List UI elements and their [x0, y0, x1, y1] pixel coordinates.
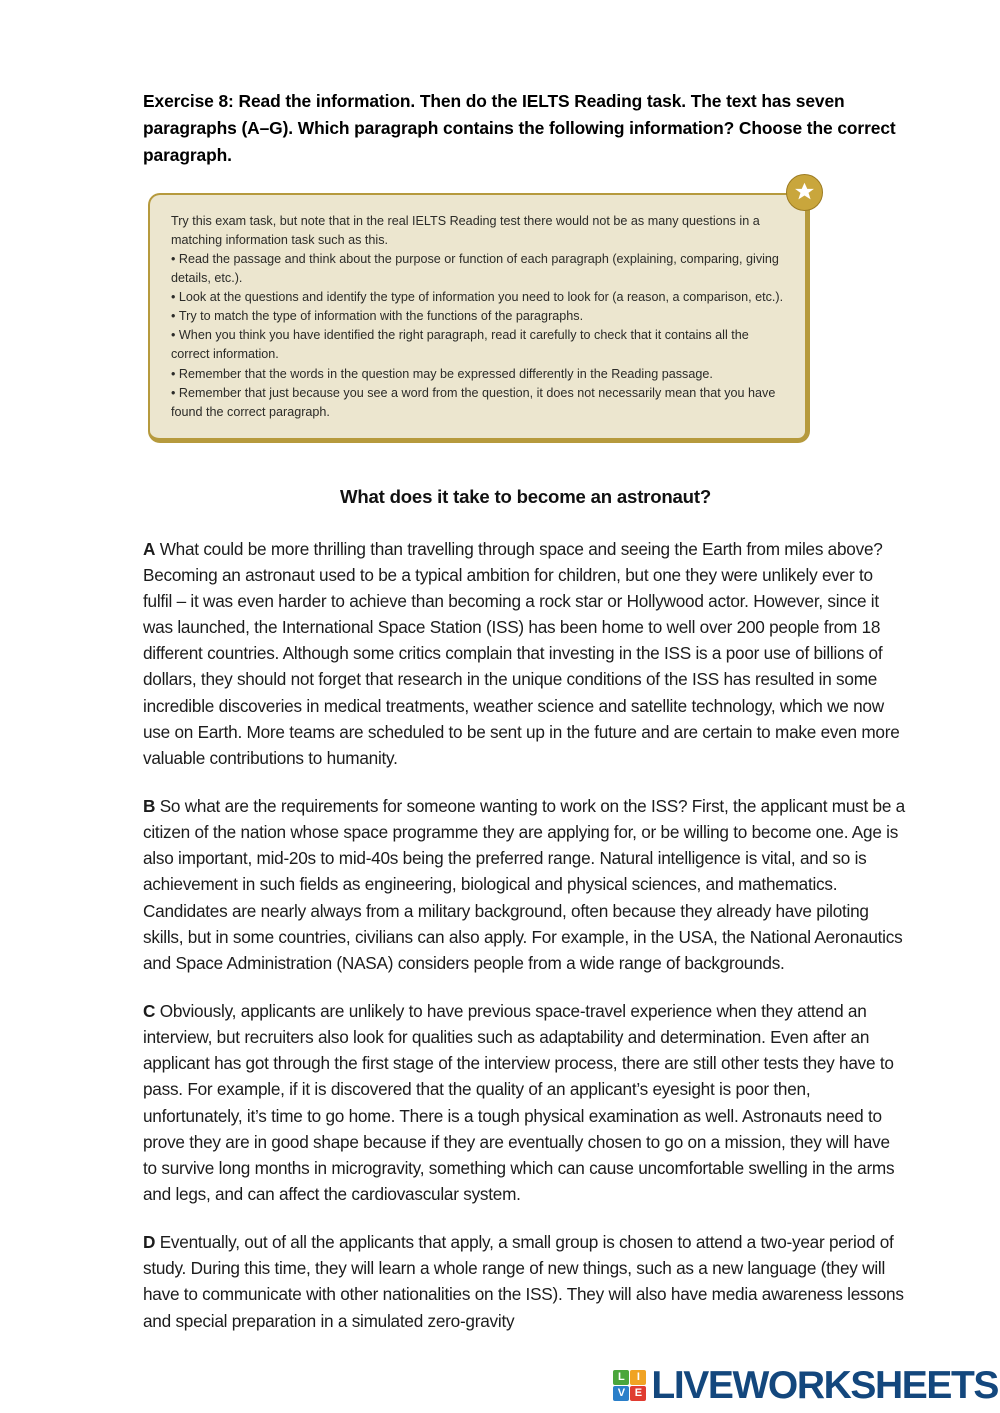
- paragraph-text: What could be more thrilling than travelling through space and seeing the Earth from miles above? Becoming an astronaut used to be a typical ambition for children, but one they were unlikely ever to fulfil – it was even harder to achieve than becoming a rock star or Hollywood actor. However, since it was launched, the International Space Station (ISS) has been home to well over 200 people from 18 different countries. Although some critics complain that investing in the ISS is a poor use of billions of dollars, they should not forget that research in the unique conditions of the ISS has resulted in some incredible discoveries in medical treatments, weather science and satellite technology, which we now use on Earth. More teams are scheduled to be sent up in the future and are certain to make even more valuable contributions to humanity.: [143, 538, 900, 768]
- tip-bullet-item: • Try to match the type of information with the functions of the paragraphs.: [171, 307, 785, 326]
- tip-box-wrapper: [148, 193, 810, 443]
- liveworksheets-logo[interactable]: [613, 1366, 998, 1405]
- tip-bullet-list: [171, 250, 785, 422]
- passage-paragraph-b: [143, 793, 906, 976]
- logo-block-i: I: [630, 1370, 646, 1385]
- exam-tip-box: [148, 193, 810, 443]
- tip-bullet-item: • When you think you have identified the right paragraph, read it carefully to check that it contains all the correct information.: [171, 326, 785, 364]
- passage-paragraph-a: [143, 536, 906, 771]
- logo-letter-blocks: [613, 1370, 646, 1401]
- paragraph-text: So what are the requirements for someone wanting to work on the ISS? First, the applicant must be a citizen of the nation whose space programme they are applying for, or be willing to become one. Age is also important, mid-20s to mid-40s being the preferred range. Natural intelligence is vital, and so is achievement in such fields as engineering, biological and physical sciences, and mathematics. Candidates are nearly always from a military background, often because they already have piloting skills, but in some countries, civilians can also apply. For example, in the USA, the National Aeronautics and Space Administration (NASA) considers people from a wide range of backgrounds.: [143, 796, 905, 973]
- paragraph-letter: B: [143, 796, 156, 817]
- exercise-instruction-heading: Exercise 8: Read the information. Then do the IELTS Reading task. The text has seven paragraphs (A–G). Which paragraph contains the following information? Choose the correct paragraph.: [143, 91, 896, 165]
- logo-wordmark: LIVEWORKSHEETS: [651, 1364, 998, 1407]
- page-content: [143, 88, 908, 1356]
- reading-passage: [143, 536, 906, 1334]
- paragraph-letter: D: [143, 1232, 156, 1253]
- tip-bullet-item: • Remember that the words in the question may be expressed differently in the Reading passage.: [171, 365, 785, 384]
- paragraph-letter: C: [143, 1001, 156, 1022]
- logo-block-e: E: [630, 1386, 646, 1401]
- passage-paragraph-c: [143, 998, 906, 1207]
- passage-paragraph-d: [143, 1229, 906, 1334]
- tip-bullet-item: • Look at the questions and identify the type of information you need to look for (a reason, a comparison, etc.).: [171, 288, 785, 307]
- paragraph-text: Obviously, applicants are unlikely to have previous space-travel experience when they attend an interview, but recruiters also look for qualities such as adaptability and determination. Even after an applicant has got through the first stage of the interview process, there are still other tests they have to pass. For example, if it is discovered that the quality of an applicant’s eyesight is poor then, unfortunately, it’s time to go home. There is a tough physical examination as well. Astronauts need to prove they are in good shape because if they are eventually chosen to go on a mission, they will have to survive long months in microgravity, something which can cause uncomfortable swelling in the arms and legs, and can affect the cardiovascular system.: [143, 1001, 895, 1204]
- passage-title: What does it take to become an astronaut?: [340, 485, 711, 507]
- paragraph-letter: A: [143, 538, 156, 559]
- tip-bullet-item: • Read the passage and think about the purpose or function of each paragraph (explaining, comparing, giving details, etc.).: [171, 250, 785, 288]
- tip-intro-text: Try this exam task, but note that in the real IELTS Reading test there would not be as many questions in a matching information task such as this.: [171, 213, 760, 247]
- logo-block-v: V: [613, 1386, 629, 1401]
- logo-block-l: L: [613, 1370, 629, 1385]
- star-icon: [786, 174, 823, 211]
- paragraph-text: Eventually, out of all the applicants that apply, a small group is chosen to attend a two-year period of study. During this time, they will learn a whole range of new things, such as a new language (they will have to communicate with other nationalities on the ISS). They will also have media awareness lessons and special preparation in a simulated zero-gravity: [143, 1232, 904, 1331]
- tip-bullet-item: • Remember that just because you see a word from the question, it does not necessarily mean that you have found the correct paragraph.: [171, 384, 785, 422]
